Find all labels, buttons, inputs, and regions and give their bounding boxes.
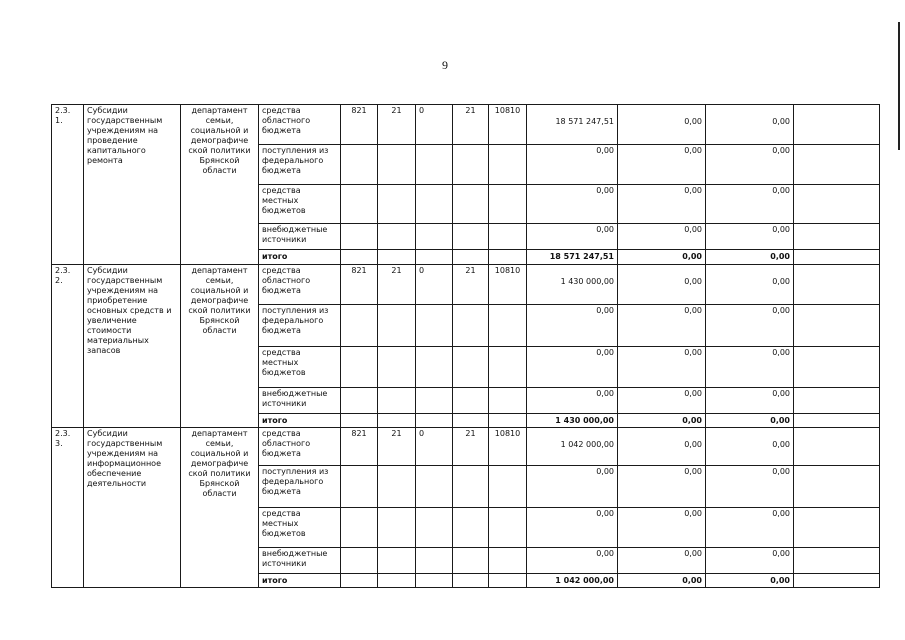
budget-code: 821	[341, 265, 378, 305]
amount-year-3: 0,00	[706, 105, 794, 145]
total-label: итого	[259, 414, 341, 428]
amount-year-2: 0,00	[618, 428, 706, 466]
funding-source: средства областного бюджета	[259, 105, 341, 145]
amount: 0,00	[527, 305, 618, 347]
budget-code	[489, 574, 527, 588]
budget-code: 0	[416, 428, 453, 466]
funding-source: средства местных бюджетов	[259, 508, 341, 548]
item-name: Субсидии государственным учреждениям на информационное обеспечение деятельности	[84, 428, 181, 588]
amount-year-2: 0,00	[618, 508, 706, 548]
amount: 0,00	[527, 508, 618, 548]
amount: 18 571 247,51	[527, 250, 618, 265]
empty-cell	[794, 466, 880, 508]
amount-year-2: 0,00	[618, 388, 706, 414]
amount-year-2: 0,00	[618, 305, 706, 347]
amount-year-3: 0,00	[706, 347, 794, 388]
amount-year-3: 0,00	[706, 548, 794, 574]
budget-code	[341, 145, 378, 185]
amount-year-3: 0,00	[706, 145, 794, 185]
item-number: 2.3. 1.	[52, 105, 84, 265]
budget-code	[489, 388, 527, 414]
budget-code	[453, 145, 489, 185]
budget-code	[416, 347, 453, 388]
budget-code	[453, 347, 489, 388]
item-department: департамент семьи, социальной и демографиче ской политики Брянской области	[181, 428, 259, 588]
budget-code: 21	[378, 105, 416, 145]
empty-cell	[794, 414, 880, 428]
funding-source: поступления из федерального бюджета	[259, 466, 341, 508]
amount: 0,00	[527, 388, 618, 414]
amount-year-2: 0,00	[618, 466, 706, 508]
budget-code	[416, 574, 453, 588]
amount-year-2: 0,00	[618, 548, 706, 574]
budget-code: 821	[341, 428, 378, 466]
funding-source: внебюджетные источники	[259, 548, 341, 574]
empty-cell	[794, 105, 880, 145]
funding-source: внебюджетные источники	[259, 388, 341, 414]
empty-cell	[794, 305, 880, 347]
budget-code: 10810	[489, 105, 527, 145]
budget-code	[453, 508, 489, 548]
amount-year-2: 0,00	[618, 185, 706, 224]
empty-cell	[794, 265, 880, 305]
item-number: 2.3. 3.	[52, 428, 84, 588]
amount: 0,00	[527, 224, 618, 250]
budget-code	[416, 508, 453, 548]
funding-source: поступления из федерального бюджета	[259, 305, 341, 347]
budget-code	[378, 414, 416, 428]
budget-code	[416, 224, 453, 250]
budget-code	[378, 347, 416, 388]
budget-code: 821	[341, 105, 378, 145]
empty-cell	[794, 250, 880, 265]
funding-source: средства местных бюджетов	[259, 185, 341, 224]
budget-code: 0	[416, 265, 453, 305]
funding-source: средства областного бюджета	[259, 265, 341, 305]
budget-code	[489, 224, 527, 250]
budget-code	[378, 508, 416, 548]
amount-year-2: 0,00	[618, 265, 706, 305]
amount-year-3: 0,00	[706, 428, 794, 466]
amount: 18 571 247,51	[527, 105, 618, 145]
budget-code	[453, 466, 489, 508]
amount: 1 430 000,00	[527, 414, 618, 428]
budget-code	[453, 185, 489, 224]
budget-code: 21	[453, 105, 489, 145]
budget-code	[453, 548, 489, 574]
amount-year-3: 0,00	[706, 250, 794, 265]
budget-code	[416, 414, 453, 428]
budget-code: 21	[453, 428, 489, 466]
budget-code	[489, 145, 527, 185]
empty-cell	[794, 185, 880, 224]
budget-code	[489, 414, 527, 428]
budget-code	[489, 347, 527, 388]
amount: 1 042 000,00	[527, 574, 618, 588]
budget-code	[378, 185, 416, 224]
amount-year-3: 0,00	[706, 224, 794, 250]
table-row	[52, 265, 880, 305]
budget-code	[378, 145, 416, 185]
amount-year-2: 0,00	[618, 414, 706, 428]
budget-code	[341, 466, 378, 508]
page-number: 9	[442, 58, 448, 72]
budget-code	[453, 574, 489, 588]
amount-year-3: 0,00	[706, 185, 794, 224]
funding-source: внебюджетные источники	[259, 224, 341, 250]
amount-year-3: 0,00	[706, 388, 794, 414]
funding-source: средства областного бюджета	[259, 428, 341, 466]
budget-code	[453, 250, 489, 265]
budget-code	[341, 548, 378, 574]
amount-year-2: 0,00	[618, 574, 706, 588]
amount: 0,00	[527, 548, 618, 574]
amount-year-3: 0,00	[706, 466, 794, 508]
budget-code	[341, 508, 378, 548]
item-name: Субсидии государственным учреждениям на приобретение основных средств и увеличение стоимости материальных запасов	[84, 265, 181, 428]
budget-code	[453, 224, 489, 250]
budget-table	[51, 104, 880, 588]
funding-source: поступления из федерального бюджета	[259, 145, 341, 185]
budget-code	[341, 388, 378, 414]
amount-year-2: 0,00	[618, 250, 706, 265]
amount: 0,00	[527, 185, 618, 224]
amount: 0,00	[527, 145, 618, 185]
budget-code: 10810	[489, 265, 527, 305]
budget-code	[453, 305, 489, 347]
budget-code: 0	[416, 105, 453, 145]
budget-code	[416, 145, 453, 185]
amount-year-3: 0,00	[706, 414, 794, 428]
budget-code	[378, 250, 416, 265]
budget-code	[489, 305, 527, 347]
empty-cell	[794, 508, 880, 548]
table-row	[52, 105, 880, 145]
budget-code: 21	[453, 265, 489, 305]
budget-code	[341, 224, 378, 250]
total-label: итого	[259, 250, 341, 265]
budget-code	[489, 185, 527, 224]
amount-year-3: 0,00	[706, 305, 794, 347]
empty-cell	[794, 388, 880, 414]
empty-cell	[794, 548, 880, 574]
budget-code	[378, 574, 416, 588]
budget-code	[341, 185, 378, 224]
total-label: итого	[259, 574, 341, 588]
budget-code	[489, 508, 527, 548]
item-name: Субсидии государственным учреждениям на проведение капитального ремонта	[84, 105, 181, 265]
empty-cell	[794, 574, 880, 588]
budget-code	[489, 548, 527, 574]
budget-code	[489, 250, 527, 265]
budget-code	[378, 305, 416, 347]
item-department: департамент семьи, социальной и демографиче ской политики Брянской области	[181, 105, 259, 265]
scan-edge-line	[898, 22, 900, 150]
empty-cell	[794, 428, 880, 466]
amount-year-3: 0,00	[706, 265, 794, 305]
amount-year-3: 0,00	[706, 508, 794, 548]
item-department: департамент семьи, социальной и демографиче ской политики Брянской области	[181, 265, 259, 428]
amount-year-2: 0,00	[618, 224, 706, 250]
amount-year-2: 0,00	[618, 105, 706, 145]
amount: 1 042 000,00	[527, 428, 618, 466]
budget-code	[416, 388, 453, 414]
budget-code	[378, 224, 416, 250]
empty-cell	[794, 224, 880, 250]
budget-code	[378, 548, 416, 574]
funding-source: средства местных бюджетов	[259, 347, 341, 388]
amount: 1 430 000,00	[527, 265, 618, 305]
budget-code	[453, 388, 489, 414]
budget-code	[378, 466, 416, 508]
amount-year-3: 0,00	[706, 574, 794, 588]
budget-code: 10810	[489, 428, 527, 466]
table-row	[52, 428, 880, 466]
budget-code	[341, 347, 378, 388]
amount-year-2: 0,00	[618, 145, 706, 185]
amount: 0,00	[527, 466, 618, 508]
budget-code: 21	[378, 265, 416, 305]
budget-code	[341, 250, 378, 265]
budget-code	[341, 414, 378, 428]
empty-cell	[794, 145, 880, 185]
budget-code	[416, 250, 453, 265]
budget-code	[489, 466, 527, 508]
empty-cell	[794, 347, 880, 388]
budget-code	[341, 305, 378, 347]
budget-code	[378, 388, 416, 414]
amount: 0,00	[527, 347, 618, 388]
budget-code	[416, 548, 453, 574]
item-number: 2.3. 2.	[52, 265, 84, 428]
amount-year-2: 0,00	[618, 347, 706, 388]
budget-code	[341, 574, 378, 588]
budget-code	[453, 414, 489, 428]
budget-code	[416, 305, 453, 347]
budget-code	[416, 466, 453, 508]
budget-code	[416, 185, 453, 224]
budget-code: 21	[378, 428, 416, 466]
